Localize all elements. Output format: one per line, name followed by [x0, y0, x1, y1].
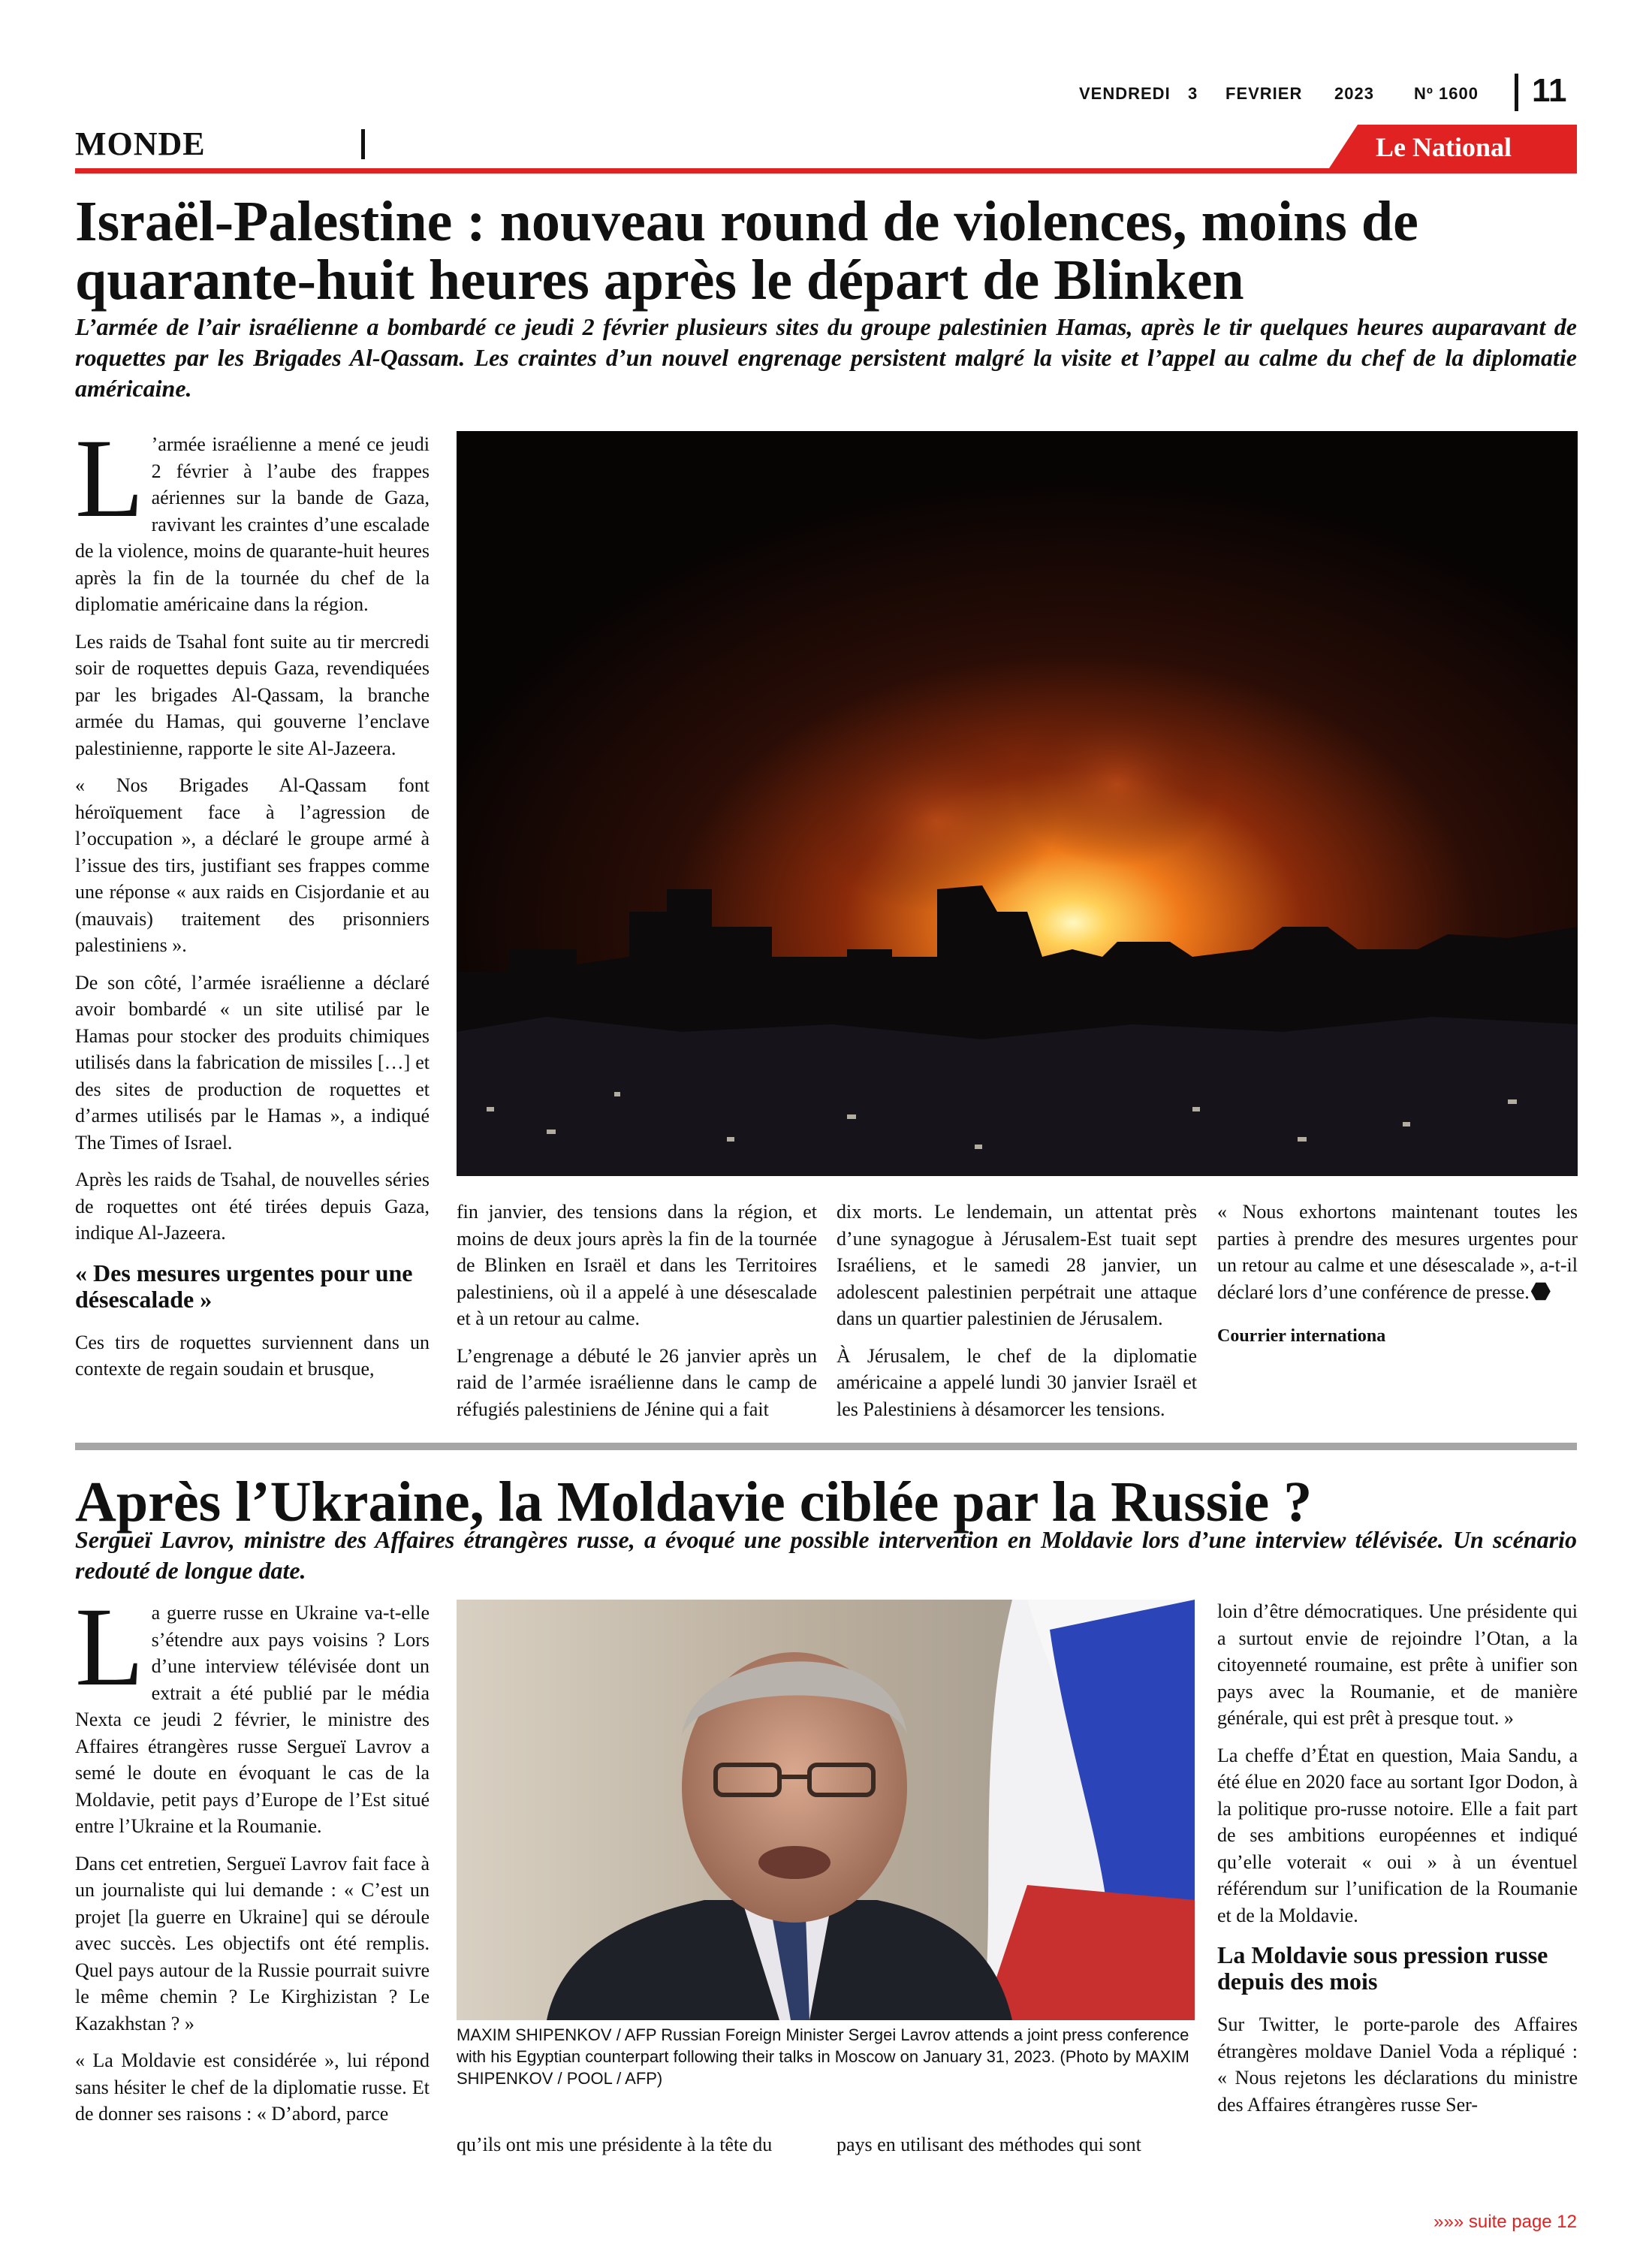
- article2-photo-lavrov: [457, 1600, 1195, 2020]
- article2-deck: Sergueï Lavrov, ministre des Affaires étrangères russe, a évoqué une possible intervention en Moldavie lors d’une interview télévisée. Un scénario redouté de longue date.: [75, 1526, 1577, 1584]
- article2-paragraph: loin d’être démocratiques. Une présidente qui a surtout envie de rejoindre l’Otan, a la citoyenneté roumaine, est prête à unifier son pays avec la Roumanie, et de manière générale, qui est prêt à presque tout. »: [1217, 1600, 1578, 1729]
- article2-column-1: [75, 1585, 430, 2138]
- article1-paragraph: dix morts. Le lendemain, un attentat près d’une synagogue à Jérusalem-Est tuait sept Israéliens, et le samedi 28 janvier, un adolescent palestinien perpétrait une attaque dans un quartier palestinien de Jérusalem.: [837, 1201, 1197, 1329]
- date-day: VENDREDI: [1079, 84, 1171, 103]
- article1-headline: Israël-Palestine : nouveau round de violences, moins de quarante-huit heures après le départ de Blinken: [75, 190, 1418, 312]
- article1-paragraph: Ces tirs de roquettes surviennent dans un contexte de regain soudain et brusque,: [75, 1331, 430, 1380]
- article1-paragraph: « Nous exhortons maintenant toutes les parties à prendre des mesures urgentes pour un retour au calme et une désescalade », a-t-il déclaré lors d’une conférence de presse.: [1217, 1201, 1578, 1303]
- article2-paragraph: Dans cet entretien, Sergueï Lavrov fait face à un journaliste qui lui demande : « C’est un projet [la guerre en Ukraine] qui se déroule avec succès. Les objectifs ont été remplis. Quel pays autour de la Russie pourrait suivre le même chemin ? Le Kirghizistan ? Le Kazakhstan ? »: [75, 1852, 430, 2034]
- portrait-image: [457, 1600, 1195, 2020]
- header-rule: [75, 168, 1577, 173]
- section-label: MONDE: [75, 125, 206, 162]
- article1-paragraph: De son côté, l’armée israélienne a déclaré avoir bombardé « un site utilisé par le Hamas pour stocker des produits chimiques utilisés dans la fabrication de missiles […] et des sites de production de roquettes et d’armes utilisés par le Hamas », a indiqué The Times of Israel.: [75, 971, 430, 1154]
- article2-column-4: [1217, 1598, 1578, 2128]
- date-month: FEVRIER: [1225, 84, 1303, 103]
- article1-column-1: [75, 416, 430, 1393]
- article2-paragraph: La guerre russe en Ukraine va-t-elle s’étendre aux pays voisins ? Lors d’une interview télévisée dont un extrait a été publié par le média Nexta ce jeudi 2 février, le ministre des Affaires étrangères russe Sergueï Lavrov a semé le doute en évoquant le cas de la Moldavie, petit pays d’Europe de l’Est situé entre l’Ukraine et la Roumanie.: [75, 1585, 430, 1837]
- article2-paragraph: « La Moldavie est considérée », lui répond sans hésiter le chef de la diplomatie russe. Et de donner ses raisons : « D’abord, parce: [75, 2049, 430, 2125]
- article1-subhead: « Des mesures urgentes pour une désescalade »: [75, 1259, 413, 1313]
- article2-photo-caption: MAXIM SHIPENKOV / AFP Russian Foreign Minister Sergei Lavrov attends a joint press conference with his Egyptian counterpart following their talks in Moscow on January 31, 2023. (Photo by MAXIM SHIPENKOV / POOL / AFP): [457, 2025, 1189, 2088]
- article1-paragraph: L’engrenage a débuté le 26 janvier après un raid de l’armée israélienne dans le camp de réfugiés palestiniens de Jénine qui a fait: [457, 1344, 817, 1420]
- article-separator: [75, 1443, 1577, 1450]
- article1-deck: L’armée de l’air israélienne a bombardé ce jeudi 2 février plusieurs sites du groupe palestinien Hamas, après le tir quelques heures auparavant de roquettes par les Brigades Al-Qassam. Les craintes d’un nouvel engrenage persistent malgré la visite et l’appel au calme du chef de la diplomatie américaine.: [75, 313, 1577, 402]
- page-number: 11: [1532, 72, 1567, 109]
- article2-headline: Après l’Ukraine, la Moldavie ciblée par la Russie ?: [75, 1470, 1313, 1534]
- date-number: 3: [1188, 84, 1198, 103]
- section-divider: [361, 129, 365, 159]
- article1-photo-gaza-strike: [457, 431, 1578, 1176]
- page-number-divider: [1515, 74, 1518, 111]
- article2-subhead: La Moldavie sous pression russe depuis des mois: [1217, 1941, 1548, 1995]
- article1-paragraph: L ’armée israélienne a mené ce jeudi 2 février à l’aube des frappes aériennes sur la bande de Gaza, ravivant les craintes d’une escalade de la violence, moins de quarante-huit heures après la fin de la tournée du chef de la diplomatie américaine dans la région.: [75, 416, 430, 615]
- explosion-image: [457, 431, 1578, 1176]
- article1-paragraph: Les raids de Tsahal font suite au tir mercredi soir de roquettes depuis Gaza, revendiquées par les brigades Al-Qassam, la branche armée du Hamas, qui gouverne l’enclave palestinienne, rapporte le site Al-Jazeera.: [75, 630, 430, 759]
- article2-paragraph: qu’ils ont mis une présidente à la tête du: [457, 2134, 773, 2155]
- article1-paragraph: Après les raids de Tsahal, de nouvelles séries de roquettes ont été tirées depuis Gaza, indique Al-Jazeera.: [75, 1169, 430, 1244]
- article1-column-4: [1217, 1199, 1578, 1347]
- article1-paragraph: « Nos Brigades Al-Qassam font héroïquement face à l’agression de l’occupation », a déclaré le groupe armé à l’issue des tirs, justifiant ses frappes comme une réponse « aux raids en Cisjordanie et au (mauvais) traitement des prisonniers palestiniens ».: [75, 774, 430, 956]
- article1-signature: Courrier internationa: [1217, 1326, 1386, 1346]
- article1-column-2: [457, 1199, 817, 1433]
- article1-paragraph: fin janvier, des tensions dans la région, et moins de deux jours après la fin de la tournée de Blinken en Israël et dans les Territoires palestiniens, où il a appelé à une désescalade et à un retour au calme.: [457, 1201, 817, 1329]
- continued-link[interactable]: »»» suite page 12: [1433, 2212, 1577, 2232]
- issue-number: Nº 1600: [1414, 84, 1479, 103]
- article2-paragraph: pays en utilisant des méthodes qui sont: [837, 2134, 1141, 2155]
- article1-paragraph: À Jérusalem, le chef de la diplomatie américaine a appelé lundi 30 janvier Israël et les Palestiniens à désamorcer les tensions.: [837, 1344, 1197, 1420]
- article2-paragraph: Sur Twitter, le porte-parole des Affaires étrangères moldave Daniel Voda a répliqué : « Nous rejetons les déclarations du ministre des Affaires étrangères russe Ser-: [1217, 2013, 1578, 2116]
- article1-dropcap: L: [75, 416, 144, 541]
- article1-column-3: [837, 1199, 1197, 1433]
- article2-paragraph: La cheffe d’État en question, Maia Sandu, a été élue en 2020 face au sortant Igor Dodon, à la politique pro-russe notoire. Elle a fait part de ses ambitions européennes et indiqué qu’elle voterait « oui » à un éventuel référendum sur l’unification de la Roumanie et de la Moldavie.: [1217, 1744, 1578, 1926]
- article2-column-3: [837, 2131, 1197, 2169]
- article2-dropcap: L: [75, 1585, 144, 1709]
- article2-column-2: [457, 2131, 817, 2169]
- date-year: 2023: [1334, 84, 1374, 103]
- end-mark-icon: [1531, 1282, 1551, 1301]
- brand-name: Le National: [1376, 132, 1512, 162]
